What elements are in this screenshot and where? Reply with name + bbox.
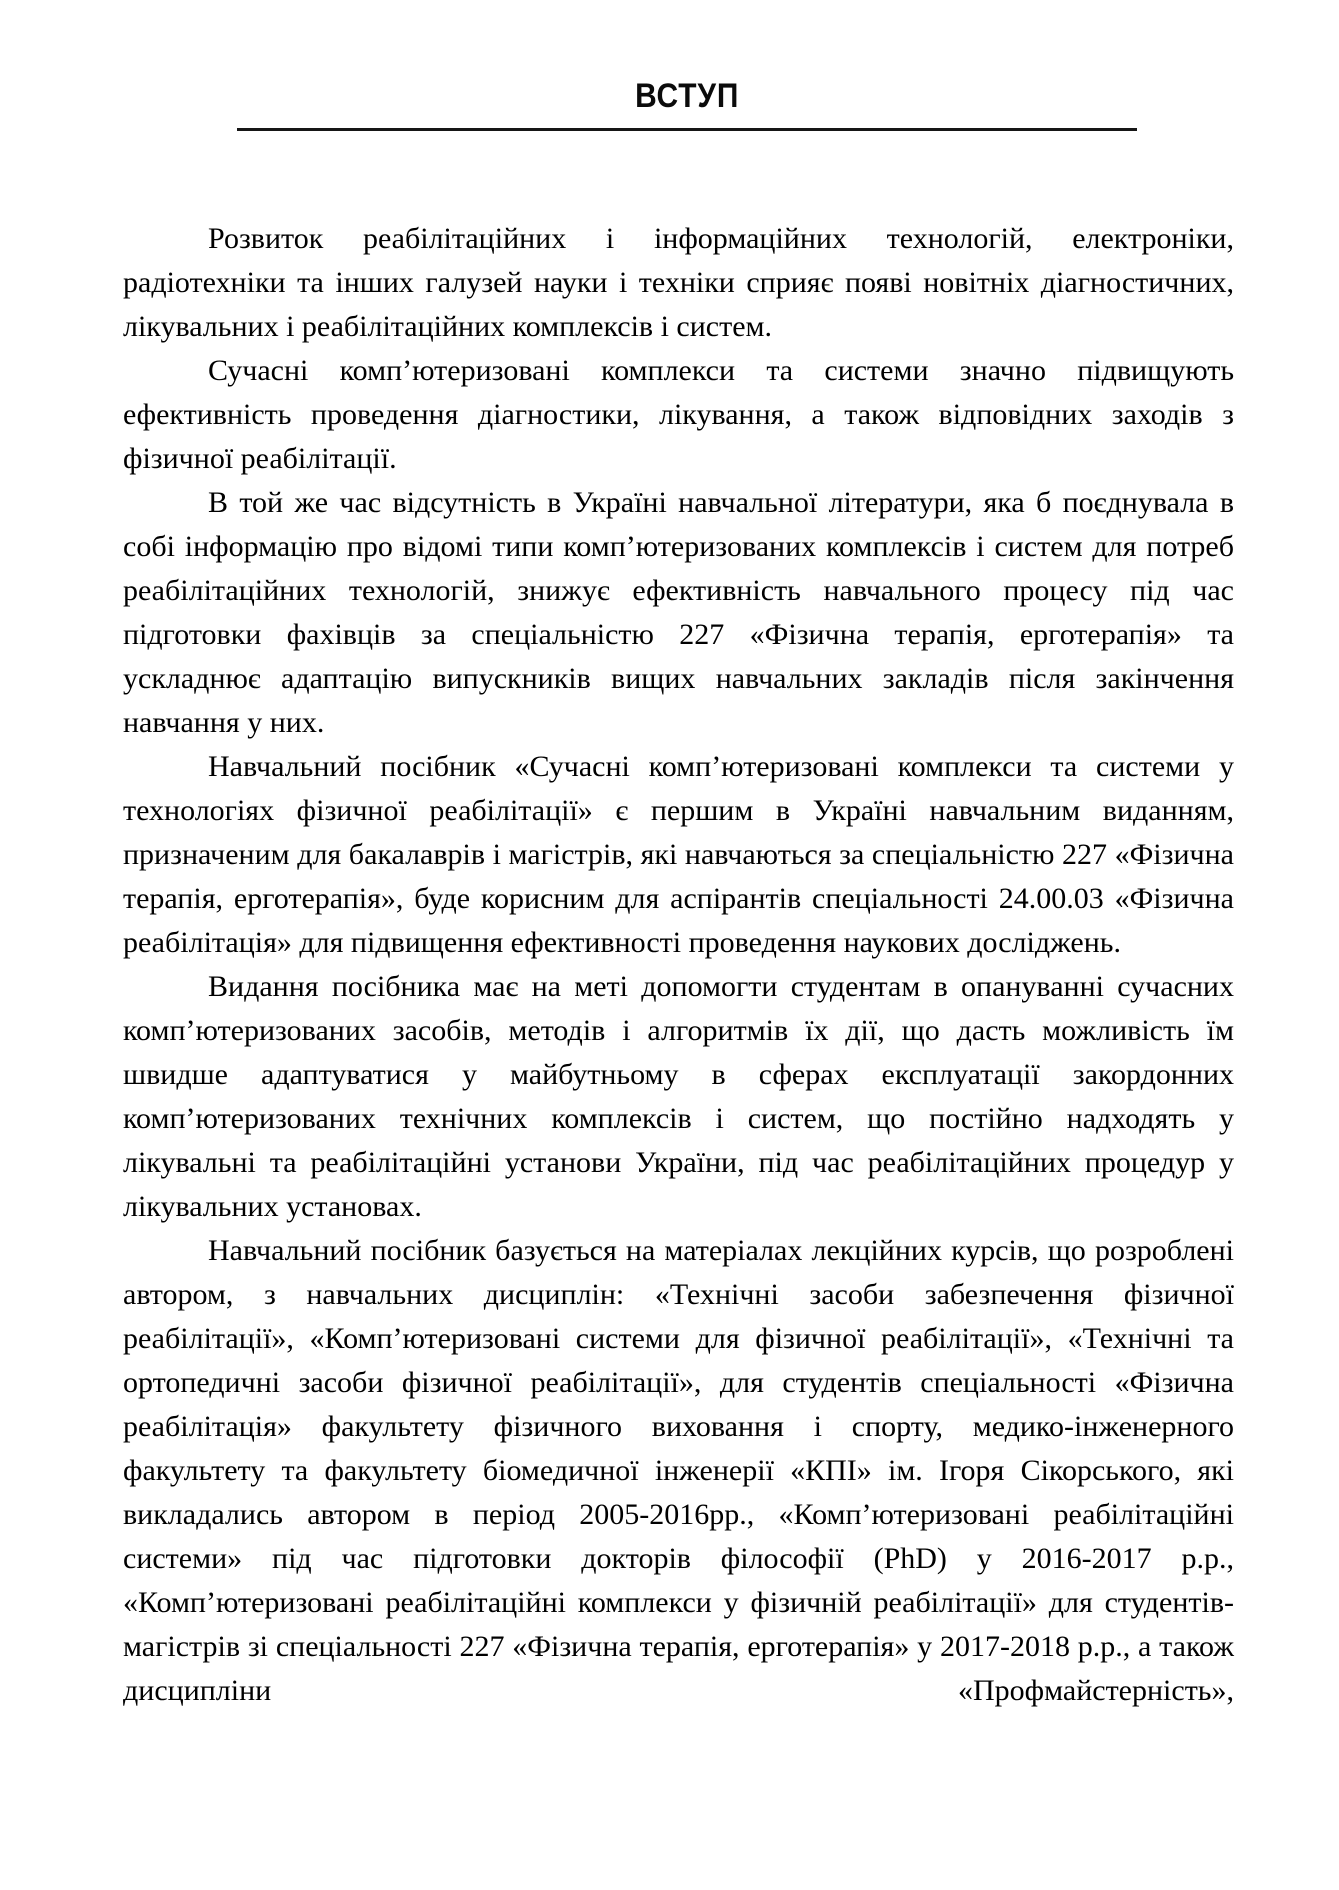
paragraph-5: Видання посібника має на меті допомогти студентам в опануванні сучасних комп’ютеризованих засобів, методів і алгоритмів їх дії, що дасть можливість їм швидше адаптуватися у майбутньому в сферах експлуатації закордонних комп’ютеризованих технічних комплексів і систем, що постійно надходять у лікувальні та реабілітаційні установи України, під час реабілітаційних процедур у лікувальних установах. [123,970,1234,1223]
page-heading [0,0,1339,131]
page-title: ВСТУП [635,77,740,115]
paragraph-4: Навчальний посібник «Сучасні комп’ютеризовані комплекси та системи у технологіях фізичної реабілітації» є першим в Україні навчальним виданням, призначеним для бакалаврів і магістрів, які навчаються за спеціальністю 227 «Фізична терапія, ерготерапія», буде корисним для аспірантів спеціальності 24.00.03 «Фізична реабілітація» для підвищення ефективності проведення наукових досліджень. [123,750,1234,959]
paragraph-3: В той же час відсутність в Україні навчальної літератури, яка б поєднувала в собі інформацію про відомі типи комп’ютеризованих комплексів і систем для потреб реабілітаційних технологій, знижує ефективність навчального процесу під час підготовки фахівців за спеціальністю 227 «Фізична терапія, ерготерапія» та ускладнює адаптацію випускників вищих навчальних закладів після закінчення навчання у них. [123,486,1234,739]
paragraph-6: Навчальний посібник базується на матеріалах лекційних курсів, що розроблені автором, з навчальних дисциплін: «Технічні засоби забезпечення фізичної реабілітації», «Комп’ютеризовані системи для фізичної реабілітації», «Технічні та ортопедичні засоби фізичної реабілітації», для студентів спеціальності «Фізична реабілітація» факультету фізичного виховання і спорту, медико-інженерного факультету та факультету біомедичної інженерії «КПІ» ім. Ігоря Сікорського, які викладались автором в період 2005-2016рр., «Комп’ютеризовані реабілітаційні системи» під час підготовки докторів філософії (PhD) у 2016-2017 р.р., «Комп’ютеризовані реабілітаційні комплекси у фізичній реабілітації» для студентів-магістрів зі спеціальності 227 «Фізична терапія, ерготерапія» у 2017-2018 р.р., а також дисципліни «Профмайстерність», [123,1234,1234,1707]
paragraph-2: Сучасні комп’ютеризовані комплекси та системи значно підвищують ефективність проведення діагностики, лікування, а також відповідних заходів з фізичної реабілітації. [123,354,1234,475]
paragraph-1: Розвиток реабілітаційних і інформаційних технологій, електроніки, радіотехніки та інших галузей науки і техніки сприяє появі новітніх діагностичних, лікувальних і реабілітаційних комплексів і систем. [123,222,1234,343]
body-text [123,217,1234,1713]
title-underline [237,128,1137,131]
